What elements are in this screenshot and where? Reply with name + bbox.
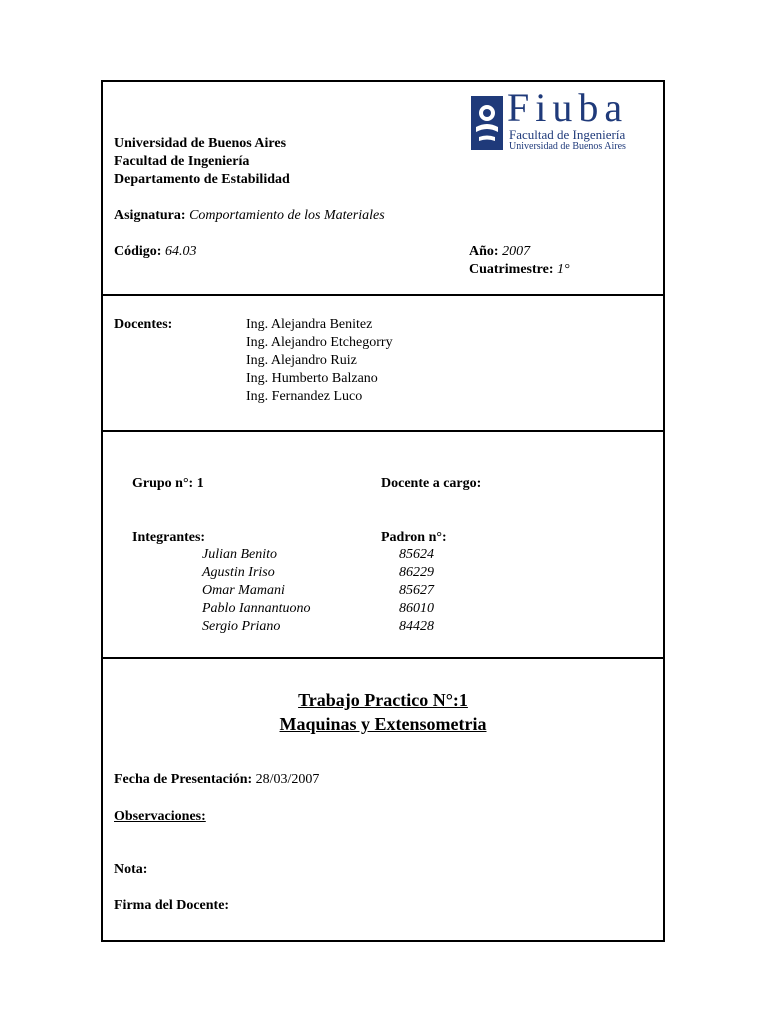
codigo-line — [114, 243, 196, 261]
logo-university: Universidad de Buenos Aires — [509, 141, 626, 152]
anio-label: Año: — [469, 244, 499, 259]
anio-line — [469, 243, 530, 261]
member-name: Julian Benito — [202, 547, 278, 562]
docente-name: Ing. Alejandro Ruiz — [246, 353, 357, 368]
header-section — [103, 82, 663, 292]
trabajo-title-line2: Maquinas y Extensometria — [279, 714, 487, 734]
trabajo-title-line1: Trabajo Practico N°:1 — [298, 690, 468, 710]
docente-name: Ing. Alejandro Etchegorry — [246, 335, 393, 350]
grupo-line — [132, 475, 204, 493]
member-name: Agustin Iriso — [202, 565, 275, 580]
member-padron: 85624 — [399, 547, 434, 562]
docentes-section — [103, 294, 663, 432]
fecha-line — [114, 771, 319, 789]
member-padron: 84428 — [399, 619, 434, 634]
docente-name: Ing. Fernandez Luco — [246, 389, 363, 404]
fiuba-seal-icon — [471, 96, 503, 150]
trabajo-section — [103, 657, 663, 940]
fiuba-logo — [471, 85, 653, 152]
grupo-label: Grupo n°: — [132, 476, 194, 491]
faculty-name: Facultad de Ingeniería — [114, 154, 250, 169]
cuatrimestre-value: 1° — [557, 262, 570, 277]
logo-faculty: Facultad de Ingeniería — [509, 127, 626, 142]
department-name: Departamento de Estabilidad — [114, 172, 290, 187]
integrantes-label: Integrantes: — [132, 530, 206, 545]
asignatura-line — [114, 207, 385, 225]
firma-label: Firma del Docente: — [114, 898, 230, 913]
member-name: Sergio Priano — [202, 619, 281, 634]
grupo-value: 1 — [196, 476, 204, 491]
member-padron: 85627 — [399, 583, 434, 598]
fecha-value: 28/03/2007 — [255, 772, 320, 787]
member-name: Omar Mamani — [202, 583, 285, 598]
asignatura-value: Comportamiento de los Materiales — [189, 208, 385, 223]
grupo-section — [103, 430, 663, 659]
asignatura-label: Asignatura: — [114, 208, 186, 223]
docente-name: Ing. Humberto Balzano — [246, 371, 378, 386]
codigo-value: 64.03 — [164, 244, 197, 259]
cuatrimestre-line — [469, 261, 570, 279]
member-padron: 86010 — [399, 601, 434, 616]
padron-label: Padron n°: — [381, 530, 447, 545]
member-name: Pablo Iannantuono — [202, 601, 311, 616]
university-name: Universidad de Buenos Aires — [114, 136, 287, 151]
nota-label: Nota: — [114, 862, 148, 877]
anio-value: 2007 — [502, 244, 531, 259]
docente-name: Ing. Alejandra Benitez — [246, 317, 373, 332]
member-padron: 86229 — [399, 565, 434, 580]
cover-page-frame — [101, 80, 665, 942]
docentes-label: Docentes: — [114, 317, 173, 332]
codigo-label: Código: — [114, 244, 162, 259]
cuatrimestre-label: Cuatrimestre: — [469, 262, 554, 277]
fecha-label: Fecha de Presentación: — [114, 772, 253, 787]
docente-cargo-label: Docente a cargo: — [381, 476, 482, 491]
observaciones-label: Observaciones: — [114, 809, 206, 824]
logo-word: Fiuba — [507, 85, 629, 130]
